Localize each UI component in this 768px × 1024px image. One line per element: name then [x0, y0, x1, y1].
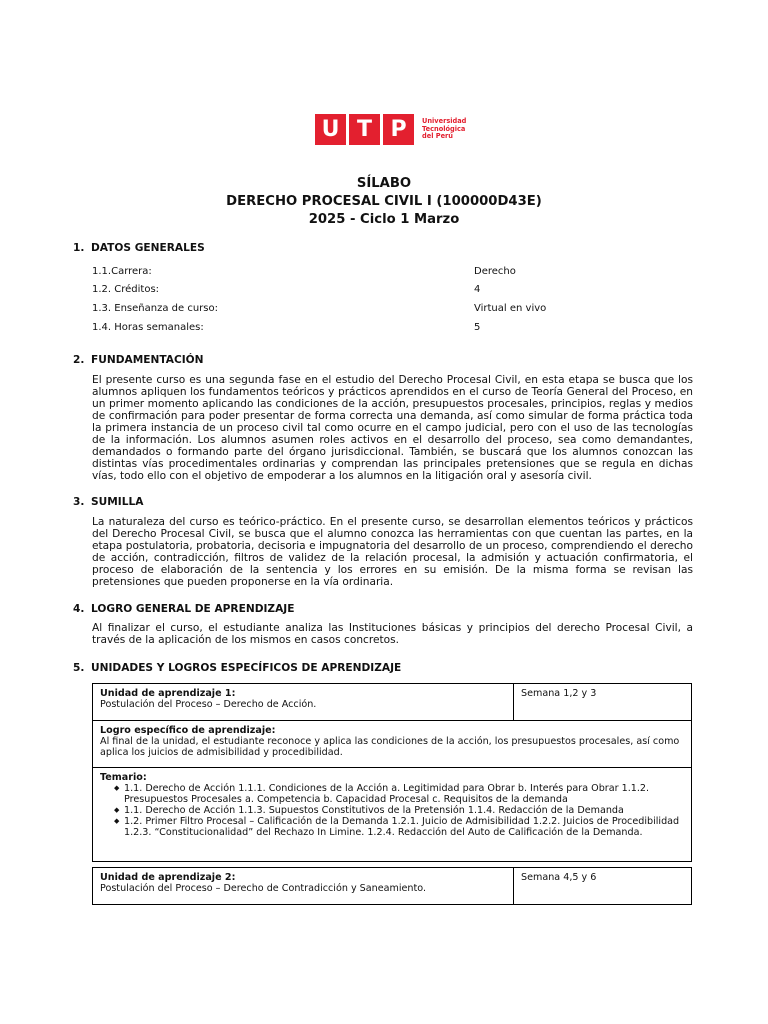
- section-heading-sumilla: 3. SUMILLA: [73, 496, 144, 508]
- temario-list: [100, 783, 684, 838]
- document-title: SÍLABO: [356, 176, 412, 191]
- general-data-row: [92, 266, 692, 280]
- unit-1-logro-row: [93, 720, 691, 767]
- logo-letter-u: U: [315, 114, 346, 145]
- general-data-label: 1.2. Créditos:: [92, 284, 160, 295]
- unit-2-title-cell: [93, 868, 514, 904]
- section-heading-fundamentacion: 2. FUNDAMENTACIÓN: [73, 354, 204, 366]
- sumilla-paragraph: La naturaleza del curso es teórico-práctico. En el presente curso, se desarrollan elementos teóricos y prácticos del Derecho Procesal Civil, se busca que el alumno conozca las herramientas con que cuentan las partes, en la etapa postulatoria, probatoria, decisoria e impugnatoria del desarrollo de un proceso, comprendiendo el derecho de acción, contradicción, filtros de validez de la relación procesal, la admisión y actuación confirmatoria, el proceso de elaboración de la sentencia y los errores en su emisión. De la misma forma se revisan las pretensiones que pueden proponerse en la vía ordinaria.: [92, 516, 693, 588]
- unit-name: Postulación del Proceso – Derecho de Contradicción y Saneamiento.: [100, 883, 427, 894]
- list-item: ◆ 1.1. Derecho de Acción 1.1.3. Supuestos Constitutivos de la Pretensión 1.1.4. Redacción de la Demanda: [114, 805, 684, 816]
- term-title: 2025 - Ciclo 1 Marzo: [308, 212, 460, 227]
- section-heading-unidades: 5. UNIDADES Y LOGROS ESPECÍFICOS DE APRENDIZAJE: [73, 662, 402, 674]
- general-data-label: 1.4. Horas semanales:: [92, 322, 204, 333]
- general-data-value: Virtual en vivo: [474, 303, 547, 314]
- unit-1-temario-row: [93, 767, 691, 861]
- unit-1-header-row: [93, 684, 691, 720]
- unit-2-table: [92, 867, 692, 905]
- logo-university-name: Universidad Tecnológica del Perú: [422, 117, 467, 141]
- general-data-value: 4: [474, 284, 481, 295]
- logro-label: Logro específico de aprendizaje:: [100, 725, 276, 736]
- unit-name: Postulación del Proceso – Derecho de Acción.: [100, 699, 317, 710]
- unit-2-weeks-cell: Semana 4,5 y 6: [521, 872, 597, 883]
- section-heading-logro-general: 4. LOGRO GENERAL DE APRENDIZAJE: [73, 603, 295, 615]
- logro-text: Al final de la unidad, el estudiante reconoce y aplica las condiciones de la acción, los presupuestos procesales, así como aplica los juicios de admisibilidad y procedibilidad.: [100, 736, 680, 758]
- temario-label: Temario:: [100, 772, 147, 783]
- unit-label: Unidad de aprendizaje 2:: [100, 872, 236, 883]
- course-title: DERECHO PROCESAL CIVIL I (100000D43E): [226, 194, 542, 209]
- section-heading-datos-generales: 1. DATOS GENERALES: [73, 242, 205, 254]
- general-data-label: 1.1.Carrera:: [92, 266, 152, 277]
- general-data-value: Derecho: [474, 266, 516, 277]
- general-data-row: [92, 284, 692, 298]
- logro-general-paragraph: Al finalizar el curso, el estudiante analiza las Instituciones básicas y principios del derecho Procesal Civil, a través de la aplicación de los mismos en casos concretos.: [92, 622, 693, 646]
- unit-1-table: [92, 683, 692, 862]
- unit-1-weeks-cell: Semana 1,2 y 3: [521, 688, 597, 699]
- unit-1-title-cell: [93, 684, 514, 720]
- fundamentacion-paragraph: El presente curso es una segunda fase en el estudio del Derecho Procesal Civil, en esta etapa se busca que los alumnos apliquen los fundamentos teóricos y prácticos aprendidos en el curso de Teoría General del Proceso, en un primer momento aplicando las condiciones de la acción, presupuestos procesales, principios, reglas y medios de confirmación para poder presentar de forma correcta una demanda, así como simular de forma práctica toda la primera instancia de un proceso civil tal como ocurre en el campo judicial, pero con el uso de las tecnologías de la información. Los alumnos asumen roles activos en el desarrollo del proceso, sea como demandantes, demandados o formando parte del órgano jurisdiccional. También, se buscará que los alumnos conozcan las distintas vías procedimentales ordinarias y comprendan las principales pretensiones que se regula en dichas vías, todo ello con el objetivo de empoderar a los alumnos en la litigación oral y asesoría civil.: [92, 374, 693, 482]
- utp-logo: [315, 114, 466, 145]
- list-item: ◆ 1.1. Derecho de Acción 1.1.1. Condiciones de la Acción a. Legitimidad para Obrar b. Interés para Obrar 1.1.2. Presupuestos Procesales a. Competencia b. Capacidad Procesal c. Requisitos de la demanda: [114, 783, 684, 805]
- general-data-value: 5: [474, 322, 481, 333]
- logo-letter-p: P: [383, 114, 414, 145]
- general-data-label: 1.3. Enseñanza de curso:: [92, 303, 218, 314]
- unit-label: Unidad de aprendizaje 1:: [100, 688, 236, 699]
- general-data-row: [92, 303, 692, 317]
- general-data-row: [92, 322, 692, 336]
- logo-letter-t: T: [349, 114, 380, 145]
- unit-2-header-row: [93, 868, 691, 904]
- list-item: ◆ 1.2. Primer Filtro Procesal – Calificación de la Demanda 1.2.1. Juicio de Admisibilidad 1.2.2. Juicios de Procedibilidad 1.2.3. “Constitucionalidad” del Rechazo In Limine. 1.2.4. Redacción del Auto de Calificación de la Demanda.: [114, 816, 684, 838]
